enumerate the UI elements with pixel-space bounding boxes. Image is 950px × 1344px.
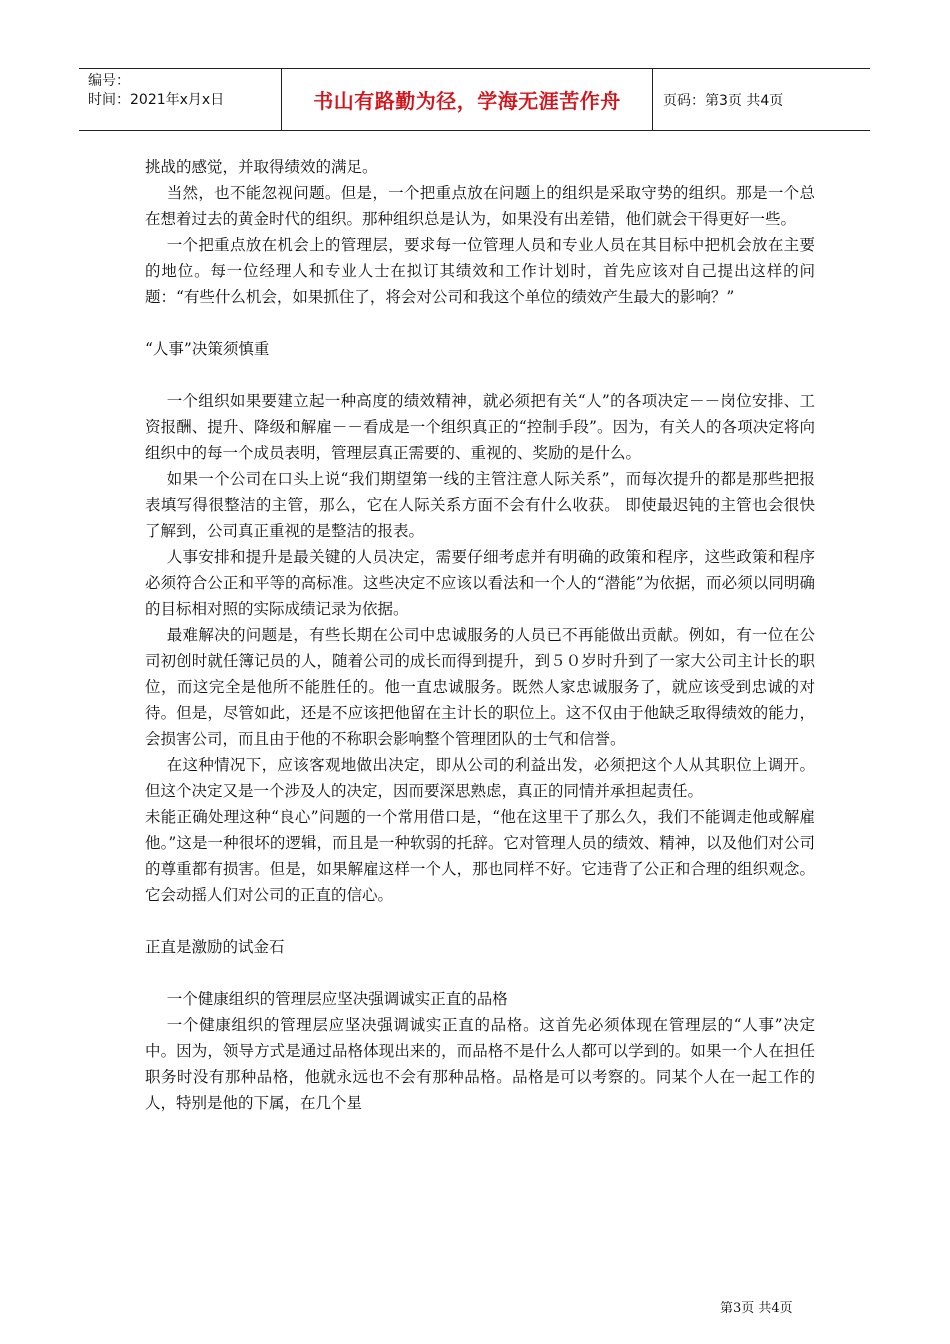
section-heading: “人事”决策须慎重: [145, 340, 270, 358]
paragraph: 当然，也不能忽视问题。但是，一个把重点放在问题上的组织是采取守势的组织。那是一个总在想着过去的黄金时代的组织。那种组织总是认为，如果没有出差错，他们就会干得更好一些。: [145, 184, 815, 228]
paragraph: 一个把重点放在机会上的管理层，要求每一位管理人员和专业人员在其目标中把机会放在主要的地位。每一位经理人和专业人士在拟订其绩效和工作计划时，首先应该对自己提出这样的问题：“有些什么机会，如果抓住了，将会对公司和我这个单位的绩效产生最大的影响？”: [145, 236, 815, 306]
page-header: [79, 68, 870, 131]
paragraph: 未能正确处理这种“良心”问题的一个常用借口是，“他在这里干了那么久，我们不能调走他或解雇他。”这是一种很坏的逻辑，而且是一种软弱的托辞。它对管理人员的绩效、精神，以及他们对公司的尊重都有损害。但是，如果解雇这样一个人，那也同样不好。它违背了公正和合理的组织观念。它会动摇人们对公司的正直的信心。: [145, 808, 815, 904]
spacer: [145, 362, 815, 388]
paragraph: 人事安排和提升是最关键的人员决定，需要仔细考虑并有明确的政策和程序，这些政策和程序必须符合公正和平等的高标准。这些决定不应该以看法和一个人的“潜能”为依据，而必须以同明确的目标相对照的实际成绩记录为依据。: [145, 548, 815, 618]
date-label: 时间：2021年x月x日: [88, 92, 225, 108]
paragraph: 如果一个公司在口头上说“我们期望第一线的主管注意人际关系”，而每次提升的都是那些把报表填写得很整洁的主管，那么，它在人际关系方面不会有什么收获。 即使最迟钝的主管也会很快了解到，公司真正重视的是整洁的报表。: [145, 470, 815, 540]
serial-number-label: 编号：: [88, 73, 130, 89]
document-body: [145, 154, 815, 1116]
paragraph: 一个健康组织的管理层应坚决强调诚实正直的品格。这首先必须体现在管理层的“人事”决定中。因为，领导方式是通过品格体现出来的，而品格不是什么人都可以学到的。如果一个人在担任职务时没有那种品格，他就永远也不会有那种品格。品格是可以考察的。同某个人在一起工作的人，特别是他的下属，在几个星: [145, 1016, 815, 1112]
spacer: [145, 908, 815, 934]
paragraph: 最难解决的问题是，有些长期在公司中忠诚服务的人员已不再能做出贡献。例如，有一位在公司初创时就任簿记员的人，随着公司的成长而得到提升，到５０岁时升到了一家大公司主计长的职位，而这完全是他所不能胜任的。他一直忠诚服务。既然人家忠诚服务了，就应该受到忠诚的对待。但是，尽管如此，还是不应该把他留在主计长的职位上。这不仅由于他缺乏取得绩效的能力，会损害公司，而且由于他的不称职会影响整个管理团队的士气和信誉。: [145, 626, 815, 748]
paragraph: 一个组织如果要建立起一种高度的绩效精神，就必须把有关“人”的各项决定－－岗位安排、工资报酬、提升、降级和解雇－－看成是一个组织真正的“控制手段”。因为，有关人的各项决定将向组织中的每一个成员表明，管理层真正需要的、重视的、奖励的是什么。: [145, 392, 815, 462]
spacer: [145, 960, 815, 986]
header-motto: 书山有路勤为径，学海无涯苦作舟: [282, 69, 653, 130]
header-page-number: 页码：第3页 共4页: [663, 92, 784, 109]
spacer: [145, 310, 815, 336]
paragraph: 挑战的感觉，并取得绩效的满足。: [145, 158, 378, 176]
paragraph: 在这种情况下，应该客观地做出决定，即从公司的利益出发，必须把这个人从其职位上调开。但这个决定又是一个涉及人的决定，因而要深思熟虑，真正的同情并承担起责任。: [145, 756, 815, 800]
subheading: 一个健康组织的管理层应坚决强调诚实正直的品格: [166, 990, 508, 1008]
header-meta: [79, 69, 282, 130]
page-footer: 第3页 共4页: [720, 1301, 793, 1316]
section-heading: 正直是激励的试金石: [145, 938, 285, 956]
